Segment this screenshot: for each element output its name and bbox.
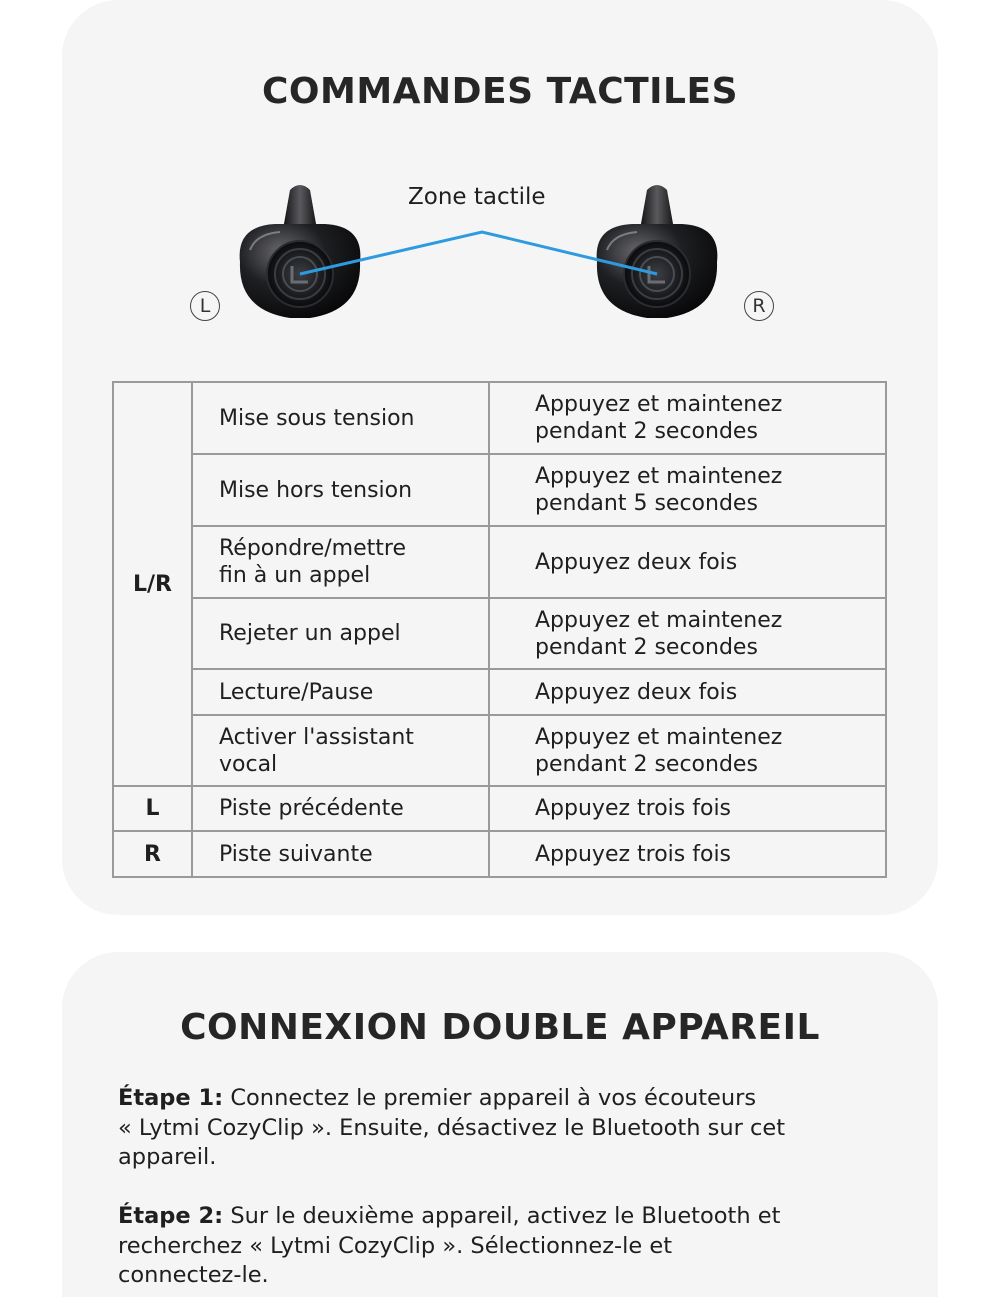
side-cell-lr: L/R [113, 382, 192, 786]
step-2-text: recherchez « Lytmi CozyClip ». Sélectionnez-le et [118, 1232, 673, 1259]
action-cell [489, 786, 886, 831]
function-label: Rejeter un appel [219, 621, 401, 646]
action-line: Appuyez et maintenez [535, 392, 783, 417]
table-row [113, 669, 886, 715]
action-label: Appuyez deux fois [535, 679, 738, 705]
function-label: Piste précédente [219, 796, 404, 821]
step-1-text: appareil. [118, 1144, 217, 1170]
touch-zone-label: Zone tactile [408, 184, 546, 210]
action-line: pendant 2 secondes [535, 751, 758, 777]
table-row [113, 598, 886, 669]
function-cell [192, 454, 489, 526]
action-label: Appuyez deux fois [535, 549, 738, 575]
action-cell [489, 382, 886, 454]
action-cell [489, 831, 886, 877]
function-label: Lecture/Pause [219, 679, 374, 705]
function-cell [192, 669, 489, 715]
function-label: Piste suivante [219, 841, 373, 867]
table-row [113, 454, 886, 526]
action-line: pendant 2 secondes [535, 634, 758, 660]
step-1-text: « Lytmi CozyClip ». Ensuite, désactivez le Bluetooth sur cet [118, 1114, 786, 1141]
action-label: Appuyez trois fois [535, 841, 732, 867]
function-cell [192, 598, 489, 669]
dual-connection-title: CONNEXION DOUBLE APPAREIL [180, 1007, 820, 1048]
action-cell [489, 598, 886, 669]
action-line: Appuyez et maintenez [535, 724, 783, 750]
table-row [113, 831, 886, 877]
touch-controls-title: COMMANDES TACTILES [261, 71, 739, 112]
action-line: pendant 5 secondes [535, 491, 758, 516]
step-1-label: Étape 1: [118, 1085, 224, 1111]
function-label: Mise hors tension [219, 477, 413, 503]
function-cell [192, 786, 489, 831]
action-line: Appuyez et maintenez [535, 607, 783, 633]
function-cell [192, 715, 489, 786]
step-2-label: Étape 2: [118, 1203, 224, 1229]
function-cell [192, 382, 489, 454]
left-side-badge: L [190, 291, 220, 321]
right-side-badge: R [744, 291, 774, 321]
table-row [113, 715, 886, 786]
function-line: Répondre/mettre [219, 536, 406, 561]
action-cell [489, 526, 886, 598]
step-2-text: connectez-le. [118, 1262, 269, 1288]
function-line: vocal [219, 751, 278, 777]
action-cell [489, 454, 886, 526]
touch-controls-table [112, 381, 887, 878]
step-1-text: Connectez le premier appareil à vos écouteurs [230, 1085, 757, 1111]
action-line: Appuyez et maintenez [535, 464, 783, 489]
step-1-paragraph [118, 1084, 878, 1173]
step-2-text: Sur le deuxième appareil, activez le Bluetooth et [230, 1203, 781, 1229]
function-line: Activer l'assistant [219, 724, 414, 750]
action-cell [489, 715, 886, 786]
table-row [113, 526, 886, 598]
action-label: Appuyez trois fois [535, 796, 732, 821]
function-label: Mise sous tension [219, 405, 415, 431]
table-row [113, 382, 886, 454]
side-cell-l: L [113, 786, 192, 831]
step-2-paragraph [118, 1202, 878, 1291]
action-cell [489, 669, 886, 715]
function-cell [192, 526, 489, 598]
table-row [113, 786, 886, 831]
action-line: pendant 2 secondes [535, 419, 758, 444]
side-cell-r: R [113, 831, 192, 877]
function-cell [192, 831, 489, 877]
function-line: fin à un appel [219, 563, 371, 588]
